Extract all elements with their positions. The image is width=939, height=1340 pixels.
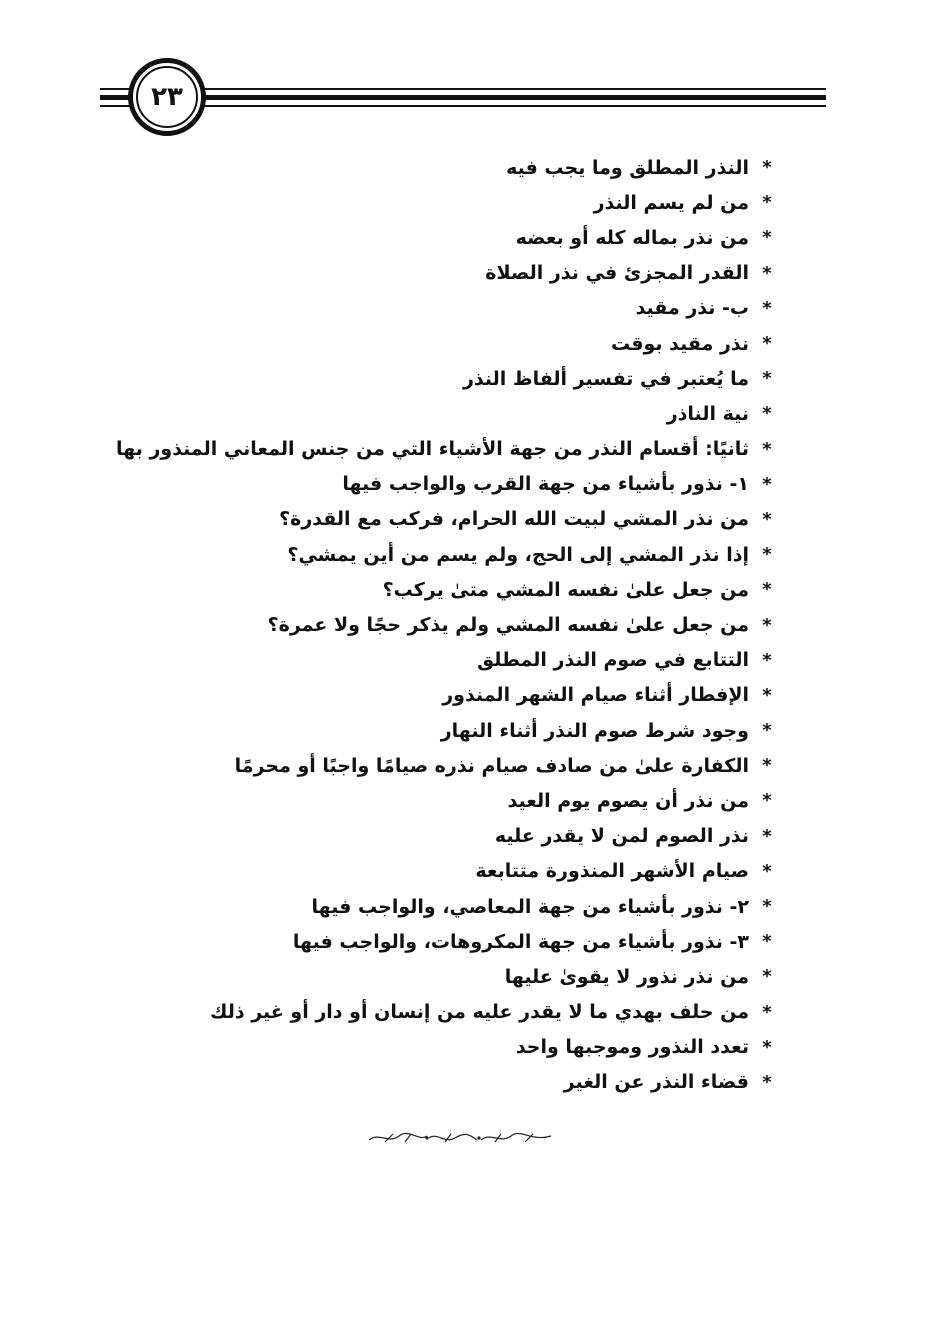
bullet-asterisk-icon: * bbox=[762, 544, 772, 566]
decorative-divider-icon bbox=[365, 1128, 555, 1148]
bullet-asterisk-icon: * bbox=[762, 227, 772, 249]
list-item-text: النذر المطلق وما يجب فيه bbox=[506, 156, 749, 179]
list-item bbox=[179, 572, 779, 607]
list-item bbox=[179, 995, 779, 1030]
list-item bbox=[179, 748, 779, 783]
bullet-asterisk-icon: * bbox=[762, 790, 772, 812]
bullet-asterisk-icon: * bbox=[762, 473, 772, 495]
bullet-asterisk-icon: * bbox=[762, 649, 772, 671]
bullet-asterisk-icon: * bbox=[762, 896, 772, 918]
page-number-badge-inner bbox=[136, 66, 198, 128]
list-item bbox=[179, 889, 779, 924]
page-header bbox=[0, 0, 939, 140]
list-item-text: نذر مقيد بوقت bbox=[610, 332, 749, 355]
page-number-badge bbox=[128, 58, 206, 136]
bullet-asterisk-icon: * bbox=[762, 684, 772, 706]
list-item-text: تعدد النذور وموجبها واحد bbox=[515, 1036, 749, 1059]
bullet-asterisk-icon: * bbox=[762, 157, 772, 179]
list-item-text: وجود شرط صوم النذر أثناء النهار bbox=[440, 719, 749, 742]
list-item-text: من نذر بماله كله أو بعضه bbox=[515, 226, 749, 249]
list-item-text: الكفارة علىٰ من صادف صيام نذره صيامًا واجبًا أو محرمًا bbox=[234, 754, 749, 777]
bullet-asterisk-icon: * bbox=[762, 579, 772, 601]
list-item bbox=[179, 678, 779, 713]
list-item bbox=[116, 432, 779, 467]
bullet-asterisk-icon: * bbox=[762, 508, 772, 530]
list-item-text: ثانيًا: أقسام النذر من جهة الأشياء التي من جنس المعاني المنذور بها bbox=[116, 438, 749, 461]
bullet-asterisk-icon: * bbox=[762, 262, 772, 284]
bullet-asterisk-icon: * bbox=[762, 403, 772, 425]
bullet-asterisk-icon: * bbox=[762, 1001, 772, 1023]
bullet-asterisk-icon: * bbox=[762, 1071, 772, 1093]
bullet-asterisk-icon: * bbox=[762, 1036, 772, 1058]
bullet-asterisk-icon: * bbox=[762, 438, 772, 460]
bullet-asterisk-icon: * bbox=[762, 333, 772, 355]
list-item-text: من نذر المشي لبيت الله الحرام، فركب مع القدرة؟ bbox=[279, 508, 749, 531]
list-item-text: الإفطار أثناء صيام الشهر المنذور bbox=[442, 684, 749, 707]
list-item-text: التتابع في صوم النذر المطلق bbox=[477, 649, 749, 672]
list-item bbox=[179, 1065, 779, 1100]
list-item bbox=[179, 854, 779, 889]
bullet-asterisk-icon: * bbox=[762, 720, 772, 742]
bullet-asterisk-icon: * bbox=[762, 297, 772, 319]
header-rule-thick bbox=[100, 95, 826, 100]
bullet-asterisk-icon: * bbox=[762, 368, 772, 390]
list-item-text: ٣- نذور بأشياء من جهة المكروهات، والواجب فيها bbox=[292, 930, 749, 953]
bullet-asterisk-icon: * bbox=[762, 755, 772, 777]
list-item-text: من نذر أن يصوم يوم العيد bbox=[507, 789, 749, 812]
list-item-text: ١- نذور بأشياء من جهة القرب والواجب فيها bbox=[342, 473, 749, 496]
list-item-text: ٢- نذور بأشياء من جهة المعاصي، والواجب فيها bbox=[311, 895, 749, 918]
bullet-asterisk-icon: * bbox=[762, 825, 772, 847]
list-item-text: ما يُعتبر في تفسير ألفاظ النذر bbox=[462, 367, 749, 390]
list-item-text: نية الناذر bbox=[666, 402, 749, 425]
list-item bbox=[179, 924, 779, 959]
list-item bbox=[179, 783, 779, 818]
list-item bbox=[179, 396, 779, 431]
list-item bbox=[179, 256, 779, 291]
list-item bbox=[179, 643, 779, 678]
header-rule-top bbox=[100, 88, 826, 90]
list-item bbox=[179, 959, 779, 994]
list-item bbox=[179, 220, 779, 255]
list-item bbox=[179, 185, 779, 220]
list-item bbox=[179, 467, 779, 502]
list-item-text: من حلف بهدي ما لا يقدر عليه من إنسان أو دار أو غير ذلك bbox=[210, 1001, 749, 1024]
bullet-asterisk-icon: * bbox=[762, 931, 772, 953]
list-item-text: من جعل علىٰ نفسه المشي متىٰ يركب؟ bbox=[382, 578, 749, 601]
list-item bbox=[179, 1030, 779, 1065]
list-item bbox=[179, 326, 779, 361]
list-item-text: القدر المجزئ في نذر الصلاة bbox=[485, 262, 749, 285]
list-item-text: نذر الصوم لمن لا يقدر عليه bbox=[494, 825, 749, 848]
list-item bbox=[179, 150, 779, 185]
list-item-text: صيام الأشهر المنذورة متتابعة bbox=[475, 860, 749, 883]
bullet-asterisk-icon: * bbox=[762, 860, 772, 882]
page-number: ٢٣ bbox=[151, 82, 183, 112]
list-item bbox=[179, 819, 779, 854]
list-item bbox=[179, 502, 779, 537]
list-item-text: من نذر نذور لا يقوىٰ عليها bbox=[504, 965, 749, 988]
bullet-asterisk-icon: * bbox=[762, 966, 772, 988]
table-of-contents bbox=[116, 150, 779, 1100]
header-rule-bottom bbox=[100, 105, 826, 107]
list-item bbox=[179, 607, 779, 642]
bullet-asterisk-icon: * bbox=[762, 192, 772, 214]
list-item-text: ب- نذر مقيد bbox=[635, 297, 749, 320]
list-item-text: من لم يسم النذر bbox=[593, 191, 749, 214]
list-item-text: من جعل علىٰ نفسه المشي ولم يذكر حجًا ولا عمرة؟ bbox=[267, 614, 749, 637]
list-item bbox=[179, 361, 779, 396]
list-item bbox=[179, 713, 779, 748]
list-item-text: إذا نذر المشي إلى الحج، ولم يسم من أين يمشي؟ bbox=[287, 543, 749, 566]
bullet-asterisk-icon: * bbox=[762, 614, 772, 636]
list-item bbox=[179, 291, 779, 326]
list-item bbox=[179, 537, 779, 572]
list-item-text: قضاء النذر عن الغير bbox=[563, 1071, 749, 1094]
